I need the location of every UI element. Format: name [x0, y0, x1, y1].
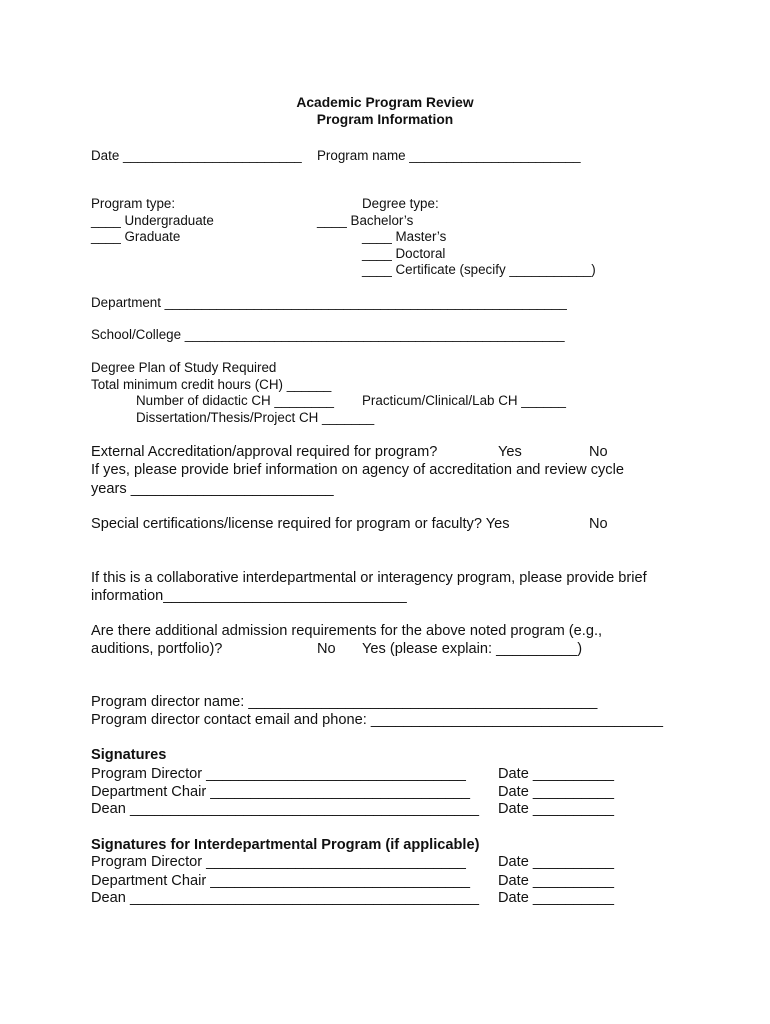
degree-type-bachelors[interactable]: ____ Bachelor’s: [317, 213, 414, 228]
didactic-ch-field[interactable]: Number of didactic CH ________: [136, 393, 334, 408]
signature-dean[interactable]: Dean ___________________________________________: [91, 801, 479, 817]
program-type-undergraduate[interactable]: ____ Undergraduate: [91, 213, 214, 228]
interdepartmental-signatures-heading: Signatures for Interdepartmental Program (if applicable): [91, 837, 480, 853]
accreditation-question: External Accreditation/approval required for program?: [91, 444, 438, 460]
signature-date-dean[interactable]: Date __________: [498, 801, 615, 817]
signature-program-director[interactable]: Program Director ________________________________: [91, 766, 466, 782]
program-director-contact-field[interactable]: Program director contact email and phone: ____________________________________: [91, 712, 664, 728]
admission-question: Are there additional admission requirements for the above noted program (e.g.,: [91, 623, 603, 639]
accreditation-yes-option[interactable]: Yes: [498, 444, 522, 460]
program-name-field[interactable]: Program name _______________________: [317, 148, 581, 163]
dissertation-ch-field[interactable]: Dissertation/Thesis/Project CH _______: [136, 410, 375, 425]
interdept-signature-program-director[interactable]: Program Director ________________________________: [91, 854, 466, 870]
program-type-label: Program type:: [91, 196, 176, 211]
interdept-date-program-director[interactable]: Date __________: [498, 854, 615, 870]
practicum-ch-field[interactable]: Practicum/Clinical/Lab CH ______: [362, 393, 566, 408]
admission-no-option[interactable]: No: [317, 641, 336, 657]
date-field[interactable]: Date ________________________: [91, 148, 302, 163]
certifications-question[interactable]: Special certifications/license required for program or faculty? Yes: [91, 516, 510, 532]
degree-type-label: Degree type:: [362, 196, 439, 211]
signatures-heading: Signatures: [91, 747, 167, 763]
interdept-date-department-chair[interactable]: Date __________: [498, 873, 615, 889]
program-type-graduate[interactable]: ____ Graduate: [91, 229, 181, 244]
accreditation-years-field[interactable]: years _________________________: [91, 481, 334, 497]
school-college-field[interactable]: School/College ___________________________________________________: [91, 327, 565, 342]
degree-plan-heading: Degree Plan of Study Required: [91, 360, 277, 375]
signature-date-program-director[interactable]: Date __________: [498, 766, 615, 782]
collaborative-information-field[interactable]: information______________________________: [91, 588, 407, 604]
admission-yes-option[interactable]: Yes (please explain: __________): [362, 641, 583, 657]
certifications-no-option[interactable]: No: [589, 516, 608, 532]
signature-department-chair[interactable]: Department Chair ________________________________: [91, 784, 470, 800]
admission-question-cont: auditions, portfolio)?: [91, 641, 223, 657]
signature-date-department-chair[interactable]: Date __________: [498, 784, 615, 800]
department-field[interactable]: Department ______________________________________________________: [91, 295, 567, 310]
form-title: Academic Program Review: [296, 95, 474, 110]
total-credit-hours-field[interactable]: Total minimum credit hours (CH) ______: [91, 377, 332, 392]
accreditation-followup-text: If yes, please provide brief information on agency of accreditation and review cycle: [91, 462, 624, 478]
interdept-date-dean[interactable]: Date __________: [498, 890, 615, 906]
degree-type-masters[interactable]: ____ Master’s: [362, 229, 447, 244]
form-subtitle: Program Information: [316, 112, 454, 127]
interdept-signature-department-chair[interactable]: Department Chair ________________________________: [91, 873, 470, 889]
accreditation-no-option[interactable]: No: [589, 444, 608, 460]
interdept-signature-dean[interactable]: Dean ___________________________________________: [91, 890, 479, 906]
degree-type-doctoral[interactable]: ____ Doctoral: [362, 246, 446, 261]
program-director-name-field[interactable]: Program director name: ___________________________________________: [91, 694, 598, 710]
degree-type-certificate[interactable]: ____ Certificate (specify ___________): [362, 262, 596, 277]
collaborative-question: If this is a collaborative interdepartmental or interagency program, please provide brief: [91, 570, 647, 586]
